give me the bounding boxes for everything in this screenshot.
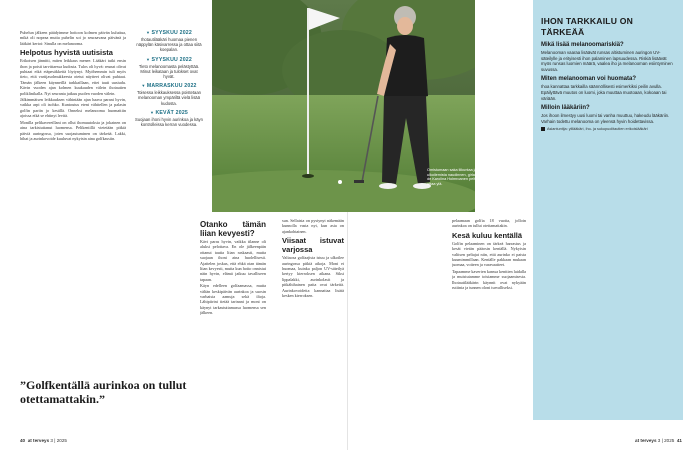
- sidebar-qa: [541, 76, 676, 101]
- timeline-item: [135, 30, 203, 53]
- paragraph-intro-r1: sun. Sellaista on pystynyt näkemään kunnolla vasta nyt, kun asia on ajankohtainen.: [282, 218, 344, 234]
- info-sidebar: [533, 0, 683, 420]
- timeline-item: [135, 110, 203, 127]
- sidebar-answer: Melanooman vaaraa lisäävät runsas altistuminen auringon UV-säteilylle ja erityisesti ihon palaminen lapsuudessa. Riskiä lisäävät myös runsas luomien määrä, vaalea iho ja melanooman esiintyminen suvussa.: [541, 50, 673, 72]
- paragraph-myohemmin: Jälkimmäisen leikkauksen vähintään ajan haava parani hyvin, vaikka arpi oli isohko. Kuntoutus eteni vähitellen ja palasin golfin pariin jo kesällä. Onneksi melanooma huomattiin ajoissa eikä se ehtinyt levitä.: [20, 97, 126, 119]
- subheading-kesa: Kesä kuluu kentällä: [452, 230, 523, 240]
- left-folio: [20, 438, 67, 443]
- page-number: 40: [20, 438, 26, 443]
- right-column-2: [452, 218, 526, 418]
- pull-quote: ”Golfkentällä aurinkoa on tullut otettamattakin.”: [20, 378, 187, 406]
- sidebar-qa: [541, 105, 676, 124]
- subheading-helpotus: Helpotus hyvistä uutisista: [20, 48, 113, 58]
- sidebar-question: Miten melanooman voi huomata?: [541, 76, 637, 83]
- timeline-text: Ihotautilääkäri huomaa pienen näppylän käsivarressa ja ottaa siitä koepalan.: [136, 37, 202, 53]
- issue-number: 3 | 2025: [657, 438, 675, 443]
- timeline-item: [135, 57, 203, 80]
- paragraph-golf: Monilla pelikavereillani on ollut ihomuutoksia ja jokainen on aina tarkistuttanut luomensa. Pelikentillä vietetään pitkiä päiviä auringossa, joten suojautuminen on tärkeää. Lakki, hihat ja aurinkovoide kuuluvat nykyisin aina golfkassiin.: [20, 119, 126, 141]
- paragraph-kesa: Golfin pelaaminen on tärkeä harrastus ja kesät vietän pääosin kentällä. Nykyisin valitsen peliajat niin, että aurinko ei paista kuumimmillaan. Kentälle pakkaan mukaan juomaa, voiteen ja varavaatteet.: [452, 240, 526, 268]
- sidebar-qa: [541, 42, 676, 72]
- sidebar-question: Milloin lääkäriin?: [541, 105, 590, 112]
- subheading-viisaat: Viisaat istuvat varjossa: [282, 236, 344, 255]
- bullet-icon: [541, 127, 545, 131]
- sidebar-title: IHON TARKKAILU ON TÄRKEÄÄ: [541, 16, 634, 37]
- paragraph-intro-r2: pelaamaan golfia 18 vuotta, jolloin aurinkoa on tullut otettamattakin.: [452, 218, 526, 229]
- right-column-1: [360, 218, 446, 418]
- timeline-date: ▼ SYYSKUU 2022: [135, 30, 203, 36]
- issue-number: 3 | 2025: [50, 438, 67, 443]
- timeline-text: Tieto melanoomasta pelästyttää. Minut leikataan ja tulokset ovat hyvät.: [138, 63, 200, 80]
- paragraph-golf-2: Käyn edelleen golfaamassa, mutta vältän keskipäivän aurinkoa ja suosin varhaisia aamuja sekä iltoja. Lähipiirini tietää tarinani ja moni on käynyt tarkastuttamassa luomensa sen jälkeen.: [200, 283, 266, 316]
- timeline: [135, 30, 203, 131]
- timeline-date: ▼ SYYSKUU 2022: [135, 57, 203, 63]
- timeline-date: ▼ KEVÄT 2025: [135, 110, 203, 116]
- timeline-text: Suojaan ihoni hyvin aurinkoa ja käyn kontrolleissa kerran vuodessa.: [135, 116, 203, 128]
- left-column-1: [20, 30, 126, 365]
- left-column-3: [282, 218, 344, 418]
- sidebar-expert: [541, 127, 676, 132]
- intro-paragraph: Puhelun jälkeen päädyimme hoitoon kolmen päivän kuluttua, mikä oli nopeaa mutta puhelin soi jo seuraavana päivänä ja lääkäri kertoi: Sinulla on melanooma.: [20, 30, 126, 46]
- paragraph-otanko: Kävi paras hyvin, vaikka tilanne oli aluksi pelottava. En ole jälkeenpäin ottanut tautia liian raskaasti, mutta suojaan ihoni aina huolellisesti. Ajattelen joskus, että ehkä otan tämän liian kevyesti, mutta kun hoito onnistui näin hyvin, elämä jatkuu tavalliseen tapaan.: [200, 239, 266, 282]
- sidebar-expert-text: Asiantuntija: ylilääkäri, iho- ja sukupuolitautien erikoislääkäri: [547, 127, 648, 132]
- paragraph-kesa-2: Tapaamme kaverien kanssa kenttien laidalla ja muistutamme toisiamme suojaamisesta. Ihotautilääkärin käynnit ovat nykyään rutiinia ja tunnen oloni turvalliseksi.: [452, 268, 526, 291]
- paragraph-helpotus: Erikoisen jännitti, miten leikkaus menee. Lääkäri tutki ensin ihon ja poisti tarvittaessa kudosta. Tulos oli hyvä: reunat olivat puhtaat eikä etäpesäkkeitä löytynyt. Myöhemmin tuli myös tieto, että vartijasolmukkeesta otetut näytteet olivat puhtaat. Tämän jälkeen käynneillä tarkkaillaan, ettei tauti uusiudu. Kävin vuoden ajan kolmen kuukauden välein ihotautien poliklinikalla. Nyt seuranta jatkuu puolen vuoden välein.: [20, 58, 126, 96]
- left-column-2: [200, 218, 266, 418]
- subheading-otanko: Otanko tämän liian kevyesti?: [200, 220, 266, 238]
- timeline-date: ▼ MARRASKUU 2022: [135, 83, 203, 89]
- photo-caption: Omistumaan saka liikuntaa ja ulkoilemista naudinnen, girla de Karolina Holmroanen pelt ottaa ylä.: [427, 168, 477, 186]
- right-folio: [635, 438, 682, 443]
- sidebar-answer: Ihoa kannattaa tarkkailla säännöllisesti esimerkiksi peilin avulla. Epäilyttävä muutos on luomi, joka muuttaa muotoaan, kokoaan tai väriään.: [541, 84, 667, 101]
- sidebar-answer: Jos ihoon ilmestyy uusi luomi tai vanha muuttuu, hakeudu lääkäriin. Varhain todettu melanooma on yleensä hyvin hoidettavissa.: [541, 113, 670, 124]
- magazine-name: at terveys: [27, 438, 50, 443]
- sidebar-question: Mikä lisää melanoomariskiä?: [541, 42, 624, 48]
- timeline-item: [135, 83, 203, 106]
- magazine-name: at terveys: [635, 438, 657, 443]
- paragraph-viisaat: Valtaosa golfaajista istuu ja ulkoilee auringossa pitkiä aikoja. Moni ei huomaa, kuinka paljon UV-säteilyä kertyy kierroksen aikana. Siksi lippalakki, aurinkolasit ja pitkähihainen paita ovat tärkeitä. Aurinkovoidetta kannattaa lisätä kesken kierroksen.: [282, 255, 344, 299]
- timeline-text: Toisessa leikkauksessa poistetaan melanooman ympäriltä vielä lisää kudosta.: [136, 90, 201, 106]
- page-number: 41: [676, 438, 682, 443]
